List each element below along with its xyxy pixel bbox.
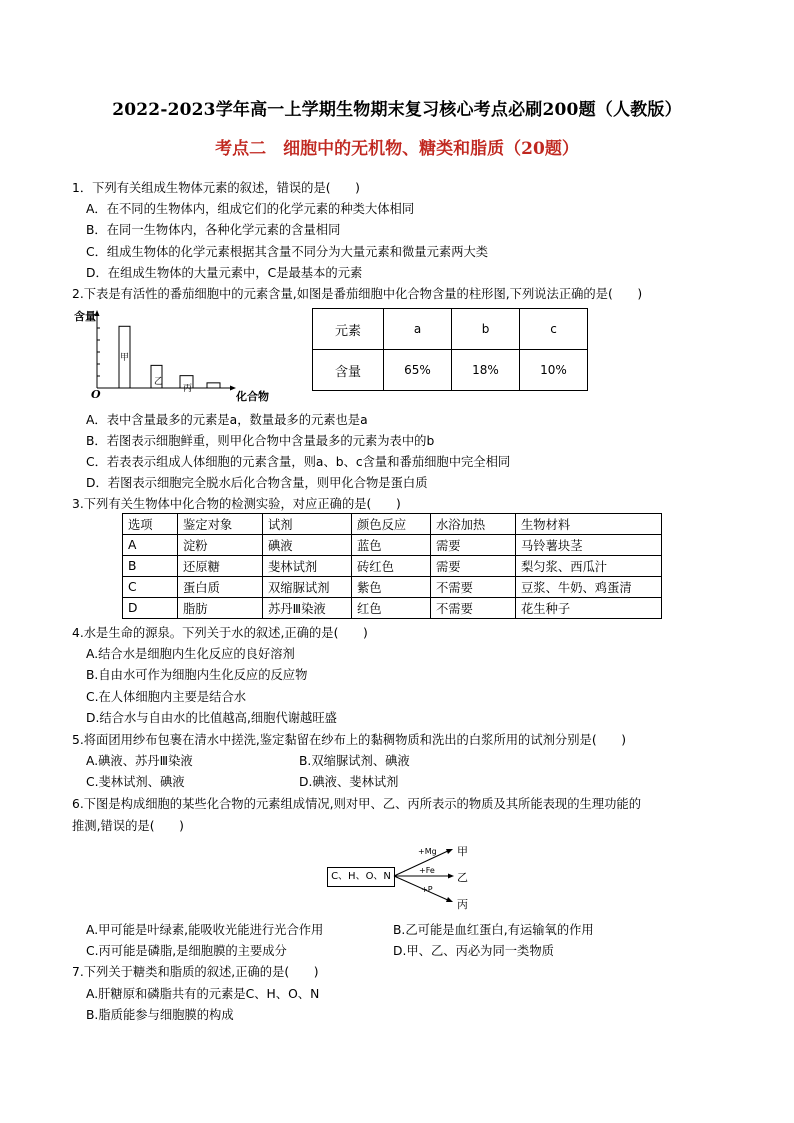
table-cell: 18%: [452, 350, 520, 391]
q1-option-d: D．在组成生物体的大量元素中，C是最基本的元素: [86, 266, 363, 280]
q4-option-d: D.结合水与自由水的比值越高,细胞代谢越旺盛: [86, 711, 337, 725]
q5-stem: 5.将面团用纱布包裹在清水中搓洗,鉴定黏留在纱布上的黏稠物质和洗出的白浆所用的试剂分别是( ): [72, 733, 627, 747]
chart-y-label: 含量: [74, 310, 96, 323]
q4-option-a: A.结合水是细胞内生化反应的良好溶剂: [86, 647, 295, 661]
table-cell: A: [123, 535, 178, 556]
table-cell: 含量: [313, 350, 384, 391]
q7-stem: 7.下列关于糖类和脂质的叙述,正确的是( ): [72, 965, 319, 979]
element-content-table: [312, 308, 588, 391]
table-cell: 元素: [313, 309, 384, 350]
table-cell: 蓝色: [352, 535, 431, 556]
q5-option-b: B.双缩脲试剂、碘液: [299, 754, 410, 768]
q1-stem: 1．下列有关组成生物体元素的叙述，错误的是( ): [72, 181, 360, 195]
q2-option-d: D．若图表示细胞完全脱水后化合物含量，则甲化合物是蛋白质: [86, 476, 428, 490]
table-cell: c: [520, 309, 588, 350]
table-cell: 需要: [431, 535, 516, 556]
table-cell: 65%: [384, 350, 452, 391]
table-cell: 砖红色: [352, 556, 431, 577]
q3-stem: 3.下列有关生物体中化合物的检测实验，对应正确的是( ): [72, 497, 401, 511]
element-source-box: C、H、O、N: [327, 867, 395, 887]
table-cell: 紫色: [352, 577, 431, 598]
table-cell: B: [123, 556, 178, 577]
q6-option-d: D.甲、乙、丙必为同一类物质: [393, 944, 554, 958]
tag-p: +P: [421, 885, 433, 894]
q2-option-c: C．若表表示组成人体细胞的元素含量，则a、b、c含量和番茄细胞中完全相同: [86, 455, 511, 469]
tag-mg: +Mg: [418, 847, 437, 856]
table-cell: 红色: [352, 598, 431, 619]
table-header-cell: 颜色反应: [352, 514, 431, 535]
q4-stem: 4.水是生命的源泉。下列关于水的叙述,正确的是( ): [72, 626, 368, 640]
bar-label-yi: 乙: [154, 377, 164, 387]
table-cell: 碘液: [263, 535, 352, 556]
tag-fe: +Fe: [419, 866, 435, 875]
bar-label-jia: 甲: [120, 353, 130, 363]
bar-series: [119, 326, 220, 388]
q6-option-c: C.丙可能是磷脂,是细胞膜的主要成分: [86, 944, 287, 958]
table-cell: 梨匀浆、西瓜汁: [516, 556, 662, 577]
table-cell: 脂肪: [178, 598, 263, 619]
table-cell: a: [384, 309, 452, 350]
bar-label-bing: 丙: [183, 384, 193, 394]
q6-stem-line1: 6.下图是构成细胞的某些化合物的元素组成情况,则对甲、乙、丙所表示的物质及其所能表现的生理功能的: [72, 797, 642, 811]
detection-experiment-table: [122, 513, 662, 619]
q5-option-a: A.碘液、苏丹Ⅲ染液: [86, 754, 193, 768]
bar-4: [207, 383, 220, 388]
table-cell: 还原糖: [178, 556, 263, 577]
result-yi: 乙: [457, 871, 468, 884]
table-cell: 双缩脲试剂: [263, 577, 352, 598]
q4-option-c: C.在人体细胞内主要是结合水: [86, 690, 247, 704]
section-subtitle: 考点二 细胞中的无机物、糖类和脂质（20题）: [215, 139, 579, 159]
table-header-cell: 选项: [123, 514, 178, 535]
q7-option-a: A.肝糖原和磷脂共有的元素是C、H、O、N: [86, 987, 320, 1001]
table-header-cell: 试剂: [263, 514, 352, 535]
table-cell: 豆浆、牛奶、鸡蛋清: [516, 577, 662, 598]
table-cell: 斐林试剂: [263, 556, 352, 577]
table-cell: 需要: [431, 556, 516, 577]
table-cell: C: [123, 577, 178, 598]
table-row: [313, 309, 588, 350]
table-cell: 淀粉: [178, 535, 263, 556]
result-bing: 丙: [457, 898, 468, 911]
q4-option-b: B.自由水可作为细胞内生化反应的反应物: [86, 668, 308, 682]
page-title: 2022-2023学年高一上学期生物期末复习核心考点必刷200题（人教版）: [112, 100, 682, 120]
table-cell: 不需要: [431, 577, 516, 598]
q6-option-a: A.甲可能是叶绿素,能吸收光能进行光合作用: [86, 923, 324, 937]
arrowhead-yi: [448, 874, 454, 879]
table-row: [313, 350, 588, 391]
q1-option-b: B．在同一生物体内，各种化学元素的含量相同: [86, 223, 341, 237]
q6-stem-line2: 推测,错误的是( ): [72, 819, 184, 833]
table-cell: b: [452, 309, 520, 350]
table-header-cell: 水浴加热: [431, 514, 516, 535]
q2-stem: 2.下表是有活性的番茄细胞中的元素含量,如图是番茄细胞中化合物含量的柱形图,下列说法正确的是( ): [72, 287, 643, 301]
q2-option-b: B．若图表示细胞鲜重，则甲化合物中含量最多的元素为表中的b: [86, 434, 435, 448]
table-cell: 花生种子: [516, 598, 662, 619]
q7-option-b: B.脂质能参与细胞膜的构成: [86, 1008, 234, 1022]
q5-option-d: D.碘液、斐林试剂: [299, 775, 399, 789]
table-row: [123, 598, 662, 619]
q5-option-c: C.斐林试剂、碘液: [86, 775, 185, 789]
arrowhead-jia: [446, 849, 453, 854]
q1-option-c: C．组成生物体的化学元素根据其含量不同分为大量元素和微量元素两大类: [86, 245, 489, 259]
table-row: [123, 535, 662, 556]
q1-option-a: A．在不同的生物体内，组成它们的化学元素的种类大体相同: [86, 202, 415, 216]
table-header-cell: 生物材料: [516, 514, 662, 535]
table-header-cell: 鉴定对象: [178, 514, 263, 535]
table-row: [123, 556, 662, 577]
chart-x-label: 化合物: [236, 390, 269, 403]
table-row: [123, 577, 662, 598]
table-cell: 10%: [520, 350, 588, 391]
chart-origin-label: O: [91, 388, 101, 401]
arrowhead-bing: [446, 897, 453, 902]
element-composition-diagram: [322, 840, 482, 910]
table-cell: 不需要: [431, 598, 516, 619]
table-cell: 苏丹Ⅲ染液: [263, 598, 352, 619]
table-cell: 蛋白质: [178, 577, 263, 598]
table-header-row: [123, 514, 662, 535]
q2-option-a: A．表中含量最多的元素是a，数量最多的元素也是a: [86, 413, 368, 427]
result-jia: 甲: [457, 845, 468, 858]
compound-bar-chart: [70, 308, 280, 404]
table-cell: 马铃薯块茎: [516, 535, 662, 556]
q6-option-b: B.乙可能是血红蛋白,有运输氧的作用: [393, 923, 594, 937]
table-cell: D: [123, 598, 178, 619]
